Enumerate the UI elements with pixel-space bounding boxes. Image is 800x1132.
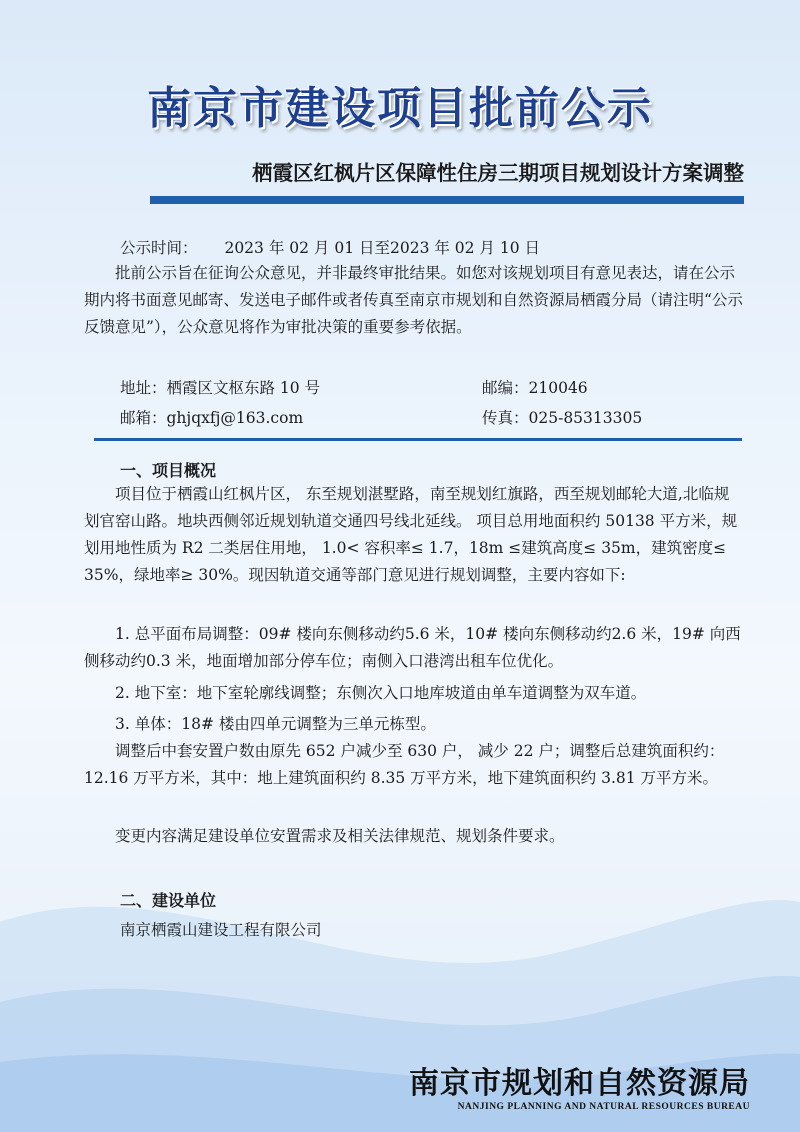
section1-para3: 变更内容满足建设单位安置需求及相关法律规范、规划条件要求。 bbox=[115, 827, 565, 845]
section1-item1: 1. 总平面布局调整：09# 楼向东侧移动约5.6 米，10# 楼向东侧移动约2.6 米，19# 向西侧移动约0.3 米，地面增加部分停车位；南侧入口港湾出租车位优化。 bbox=[84, 625, 741, 670]
project-subtitle: 栖霞区红枫片区保障性住房三期项目规划设计方案调整 bbox=[252, 161, 744, 185]
page-title: 南京市建设项目批前公示 bbox=[147, 83, 653, 134]
section2-heading: 二、建设单位 bbox=[120, 891, 217, 910]
construction-unit: 南京栖霞山建设工程有限公司 bbox=[120, 921, 322, 939]
issuing-bureau bbox=[409, 1058, 750, 1112]
section1-item3: 3. 单体：18# 楼由四单元调整为三单元栋型。 bbox=[115, 715, 436, 733]
section1-heading: 一、项目概况 bbox=[120, 461, 217, 480]
notice-period bbox=[120, 236, 540, 258]
bureau-name-en: NANJING PLANNING AND NATURAL RESOURCES BUREAU bbox=[457, 1102, 750, 1112]
notice-intro: 批前公示旨在征询公众意见，并非最终审批结果。如您对该规划项目有意见表达，请在公示期内将书面意见邮寄、发送电子邮件或者传真至南京市规划和自然资源局栖霞分局（请注明“公示反馈意见”），公众意见将作为审批决策的重要参考依据。 bbox=[84, 264, 743, 336]
contact-postcode: 邮编：210046 bbox=[482, 379, 588, 397]
contact-email: 邮箱：ghjqxfj@163.com bbox=[120, 409, 304, 427]
contact-fax: 传真：025-85313305 bbox=[482, 409, 643, 427]
bureau-name-cn: 南京市规划和自然资源局 bbox=[409, 1066, 750, 1101]
title-divider bbox=[150, 196, 744, 204]
section1-item2: 2. 地下室：地下室轮廓线调整；东侧次入口地库坡道由单车道调整为双车道。 bbox=[115, 684, 647, 702]
period-value: 2023 年 02 月 01 日至2023 年 02 月 10 日 bbox=[224, 239, 541, 257]
period-label: 公示时间： bbox=[120, 239, 198, 257]
contact-address: 地址：栖霞区文枢东路 10 号 bbox=[120, 379, 321, 397]
contact-divider bbox=[94, 438, 742, 441]
section1-para2: 调整后中套安置户数由原先 652 户减少至 630 户， 减少 22 户；调整后总建筑面积约：12.16 万平方米，其中：地上建筑面积约 8.35 万平方米，地下建筑面积约 3.81 万平方米。 bbox=[84, 742, 725, 787]
section1-para1: 项目位于栖霞山红枫片区， 东至规划湛墅路，南至规划红旗路，西至规划邮轮大道,北临规划官窑山路。地块西侧邻近规划轨道交通四号线北延线。 项目总用地面积约 50138 平方米，规划用地性质为 R2 二类居住用地， 1.0< 容积率≤ 1.7，18m ≤建筑高度≤ 35m，建筑密度≤ 35%，绿地率≥ 30%。现因轨道交通等部门意见进行规划调整，主要内容如下: bbox=[84, 485, 738, 584]
